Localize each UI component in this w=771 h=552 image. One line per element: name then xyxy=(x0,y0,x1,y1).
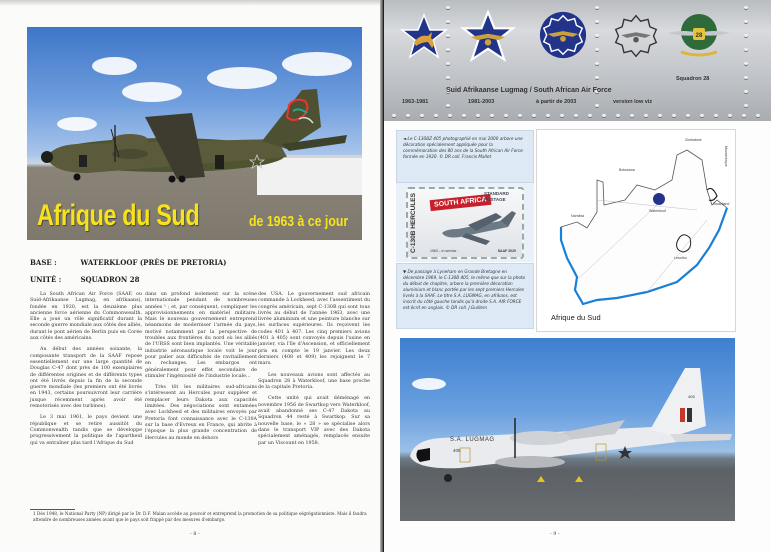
rivet xyxy=(490,114,494,117)
stamp-years: 1963 – in service xyxy=(430,249,457,253)
page-number-right: - 9 - xyxy=(550,531,560,537)
map-label-vertical xyxy=(723,146,729,182)
rivet xyxy=(744,76,748,79)
rivet xyxy=(672,114,676,117)
page-edge-shadow xyxy=(0,0,382,6)
rivet xyxy=(518,114,522,117)
base-label: BASE : xyxy=(30,258,57,267)
rivet xyxy=(532,114,536,117)
base-line xyxy=(30,258,227,267)
map-title: Afrique du Sud xyxy=(551,313,601,322)
rivet xyxy=(595,62,599,65)
paragraph: Au début des années soixante, la composante transport de la SAAF repose essentiellement sur une large quantité de Douglas C-47 dont près de 100 exemplaires de différentes origines et de différents types ont été livrés depuis la fin de la seconde guerre mondiale (les premiers ont été livrés en 1943, certains poursuivront leur carrière jusque récemment après avoir été remotorisés avec des turbines). xyxy=(30,347,142,410)
rivet xyxy=(560,114,564,117)
insignia-label: Squadron 28 xyxy=(676,76,710,82)
rivet xyxy=(595,20,599,23)
waterkloof-marker-icon xyxy=(653,193,665,205)
low-viz-roundel-icon xyxy=(612,12,660,60)
springbok-roundel-icon xyxy=(398,12,450,64)
rivet xyxy=(588,114,592,117)
metal-panel-header xyxy=(384,0,771,121)
rivet xyxy=(700,114,704,117)
rivet xyxy=(406,114,410,117)
unit-line xyxy=(30,275,139,284)
caption-bottom: ▼ De passage à Lyneham en Grande Bretagne en décembre 1969, le C-130B 405, le même que sur la photo du début de chapitre, arbore la première décoration aluminium et blanc portée par les sept premiers Hercules livrés à la SAAF. Le titre S.A. LUGMAG, en afrikans, est inscrit du côté gauche tandis qu'à droite S.A. AIR FORCE est écrit en anglais. © DR coll. J.Guillem xyxy=(396,263,534,329)
c130-sa-lugmag-aircraft-icon xyxy=(400,338,735,521)
squadron-28-badge-icon xyxy=(666,10,732,62)
chapter-subtitle: de 1963 à ce jour xyxy=(249,213,349,230)
rivet xyxy=(595,104,599,107)
rivet xyxy=(434,114,438,117)
rivet xyxy=(448,114,452,117)
rivet xyxy=(462,114,466,117)
rivet xyxy=(446,76,450,79)
hero-photo-c130-camouflage xyxy=(27,27,362,240)
rivet xyxy=(602,114,606,117)
rivet xyxy=(595,6,599,9)
rivet xyxy=(742,114,746,117)
insignia-title: Suid Afrikaanse Lugmag / South African Air Force xyxy=(446,87,612,94)
paragraph: Cette unité qui avait déménagé en novembre 1956 de Swartkop vers Waterkloof, avait abandonné ses C-47 Dakota au Squadron 44 resté à Swartkop. Sur sa nouvelle base, le « 28 » se spécialise alors dans le transport VIP avec des Dakota spécialement aménagés, remplacés ensuite par un Viscount en 1958. xyxy=(258,396,370,446)
unit-value: SQUADRON 28 xyxy=(80,275,140,284)
rivet xyxy=(595,34,599,37)
stamp-postage: STANDARD POSTAGE xyxy=(484,191,509,202)
base-value: WATERKLOOF (PRÈS DE PRETORIA) xyxy=(80,258,227,267)
rivet xyxy=(446,104,450,107)
rivet xyxy=(744,90,748,93)
insignia-label: à partir de 2003 xyxy=(536,99,577,105)
paragraph: Le 3 mai 1961, le pays devient une république et se retire aussitôt du Commonwealth tandis que se développe progressivement la politique de l'apartheid qui va entraîner plus tard l'Afrique du Sud xyxy=(30,415,142,446)
tail-serial: 405 xyxy=(688,394,695,399)
stamp-saaf: SAAF 2020 xyxy=(497,249,516,253)
insignia-label: 1981-2003 xyxy=(468,99,495,105)
rivet xyxy=(595,48,599,51)
fuselage-title: S.A. LUGMAG xyxy=(450,437,495,443)
paragraph: Très tôt les militaires sud-africains s'intéressent au Hercules pour suppléer et remplacer leurs Dakota aux capacités limitées. Des négociations sont entamées avec Lockheed et des militaires envoyés par Pretoria font connaissance avec le C-130A sur la base d'Evreux en France, qui abrite à l'époque la plus grande concentration de Hercules au monde en dehors xyxy=(145,385,257,441)
insignia-label: 1963-1981 xyxy=(402,99,429,105)
map-label: Zimbabwe xyxy=(685,138,702,142)
map-label: Swaziland xyxy=(713,202,730,206)
rivet xyxy=(658,114,662,117)
south-africa-map xyxy=(536,129,736,332)
text-column-2 xyxy=(145,292,257,447)
postage-stamp xyxy=(406,187,524,259)
paragraph: des USA. Le gouvernement sud africain commande à Lockheed, avec l'assentiment du congrès américain, sept C-130B qui sont tous livrés au début de l'année 1963, avec une livrée aluminium et une peinture blanche sur les surfaces supérieures. Ils reçoivent les codes 401 à 407. Les cinq premiers avions (401 à 405) sont convoyés depuis l'usine en janvier, via l'île d'Ascension, et officiellement pris en compte le 19 janvier. Les deux derniers (408 et 409) les rejoignent le 7 mars. xyxy=(258,292,370,367)
rivet xyxy=(546,114,550,117)
rivet xyxy=(744,62,748,65)
map-label: Lesotho xyxy=(674,256,687,260)
footnote-rule xyxy=(30,509,75,510)
rivet xyxy=(392,114,396,117)
insignia-label: version low viz xyxy=(613,99,653,105)
rivet xyxy=(476,114,480,117)
map-label: Namibia xyxy=(571,214,585,218)
chapter-title: Afrique du Sud xyxy=(37,199,200,232)
footnote: 1 Dès 1948, le National Party (NP) dirigé par le Dr. D.F. Malan accède au pouvoir et entreprend la promotion de sa politique ségrégationniste. Mais il faudra attendre de nombreuses années avant que le pays soit frappé par des mesures d'embargo. xyxy=(33,511,367,522)
map-label: Waterkloof xyxy=(649,209,667,213)
photo-c130-aluminium xyxy=(400,338,735,521)
rivet xyxy=(420,114,424,117)
rivet xyxy=(686,114,690,117)
stamp-country: SOUTH AFRICA xyxy=(430,194,491,211)
rivet xyxy=(630,114,634,117)
map-label: Botswana xyxy=(619,168,635,172)
rivet xyxy=(744,48,748,51)
rivet xyxy=(644,114,648,117)
paragraph: La South African Air Force (SAAF, ou Suid-Afrikaanse Lugmag, en afrikaans), fondée en 1920, est la deuxième plus ancienne force aérienne du Commonwealth. Elle a joué un rôle significatif durant la seconde guerre mondiale aux côtés des alliés, durant le pont aérien de Berlin puis en Corée aux côtés des américains. xyxy=(30,292,142,342)
stamp-side-text: C-130B HERCULES xyxy=(410,193,417,253)
eagle-star-roundel-icon xyxy=(460,10,516,66)
rivet xyxy=(756,114,760,117)
stamp-aircraft-icon xyxy=(438,207,518,247)
map-label: Mozambique xyxy=(724,146,728,167)
map-outline xyxy=(537,130,737,310)
text-column-3 xyxy=(258,292,370,452)
rivet xyxy=(446,6,450,9)
rivet xyxy=(744,34,748,37)
paragraph: dans un profond isolement sur la scène internationale pendant de nombreuses années ¹ ; et, par conséquent, compliquer les approvisionnements en matériel militaire. Mais le nouveau gouvernement entreprend néanmoins de moderniser l'armée du pays, motivé notamment par la perspective de troubles aux frontières du nord où les alliés de l'URSS sont bien implantés. Une véritable industrie aéronautique locale voit le jour pour palier aux difficultés de ravitaillement en rechanges. Les embargos ont généralement pour effet secondaire de stimuler l'ingéniosité de l'industrie locale… xyxy=(145,292,257,379)
rivet xyxy=(744,20,748,23)
fuselage-serial: 405 xyxy=(453,448,461,453)
squadron-badge-number: 28 xyxy=(695,33,703,39)
rivet xyxy=(616,114,620,117)
paragraph: Les nouveaux avions sont affectés au Squadron 28 à Waterkloof, une base proche de la capitale Pretoria. xyxy=(258,372,370,391)
caption-top: ◄ Le C-130BZ 405 photographié en mai 2000 arbore une décoration spécialement appliquée pour la commémoration des 80 ans de la South African Air Force formée en 1920. © DR coll. Francis Mallet xyxy=(396,130,534,183)
rivet xyxy=(595,76,599,79)
rivet xyxy=(744,104,748,107)
unit-label: UNITÉ : xyxy=(30,275,62,284)
page-number-left: - 8 - xyxy=(190,531,200,537)
rivet xyxy=(504,114,508,117)
rivet xyxy=(728,114,732,117)
right-page xyxy=(384,0,771,552)
left-page xyxy=(0,0,382,552)
rivet xyxy=(714,114,718,117)
rivet xyxy=(574,114,578,117)
rivet xyxy=(744,6,748,9)
eagle-sun-roundel-icon xyxy=(538,10,588,60)
stamp-panel xyxy=(396,183,534,262)
text-column-1 xyxy=(30,292,142,452)
